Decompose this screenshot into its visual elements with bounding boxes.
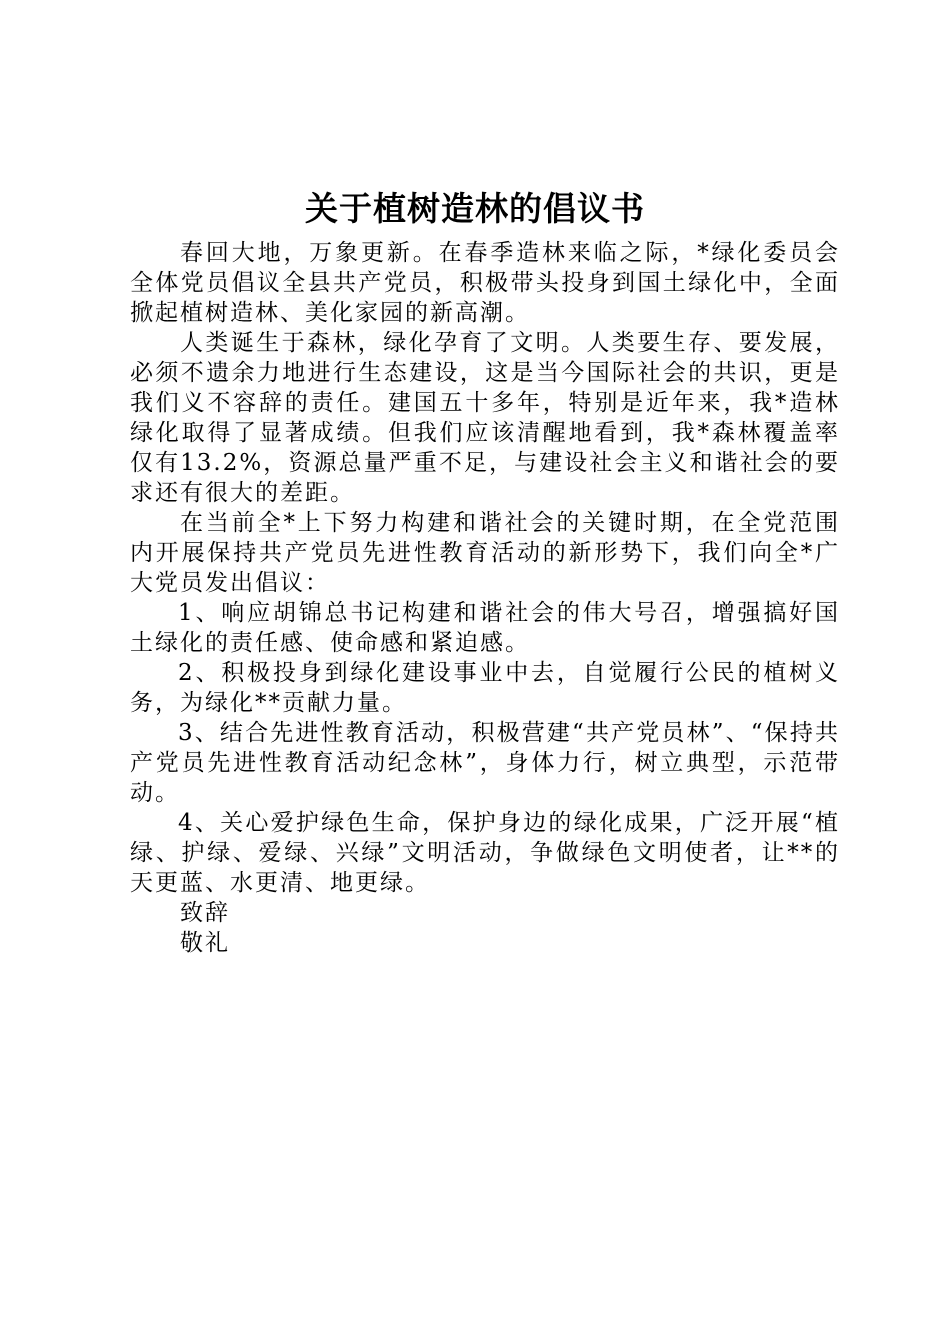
document-title: 关于植树造林的倡议书 xyxy=(305,189,645,228)
proposal-item-4: 4、关心爱护绿色生命，保护身边的绿化成果，广泛开展“植绿、护绿、爱绿、兴绿”文明活动，争做绿色文明使者，让**的天更蓝、水更清、地更绿。 xyxy=(130,810,840,896)
proposal-item-2: 2、积极投身到绿化建设事业中去，自觉履行公民的植树义务，为绿化**贡献力量。 xyxy=(130,660,840,716)
proposal-item-1: 1、响应胡锦总书记构建和谐社会的伟大号召，增强搞好国土绿化的责任感、使命感和紧迫感。 xyxy=(130,600,840,656)
closing-line-2: 敬礼 xyxy=(180,930,230,956)
document-body xyxy=(130,238,840,958)
paragraph-intro: 春回大地，万象更新。在春季造林来临之际，*绿化委员会全体党员倡议全县共产党员，积极带头投身到国土绿化中，全面掀起植树造林、美化家园的新高潮。 xyxy=(130,240,840,326)
proposal-item-3: 3、结合先进性教育活动，积极营建“共产党员林”、“保持共产党员先进性教育活动纪念林”，身体力行，树立典型，示范带动。 xyxy=(130,720,840,806)
paragraph-background: 人类诞生于森林，绿化孕育了文明。人类要生存、要发展，必须不遗余力地进行生态建设，这是当今国际社会的共识，更是我们义不容辞的责任。建国五十多年，特别是近年来，我*造林绿化取得了显著成绩。但我们应该清醒地看到，我*森林覆盖率仅有13.2%，资源总量严重不足，与建设社会主义和谐社会的要求还有很大的差距。 xyxy=(130,330,840,506)
paragraph-call: 在当前全*上下努力构建和谐社会的关键时期，在全党范围内开展保持共产党员先进性教育活动的新形势下，我们向全*广大党员发出倡议： xyxy=(130,510,840,596)
closing-line-1: 致辞 xyxy=(180,900,230,926)
